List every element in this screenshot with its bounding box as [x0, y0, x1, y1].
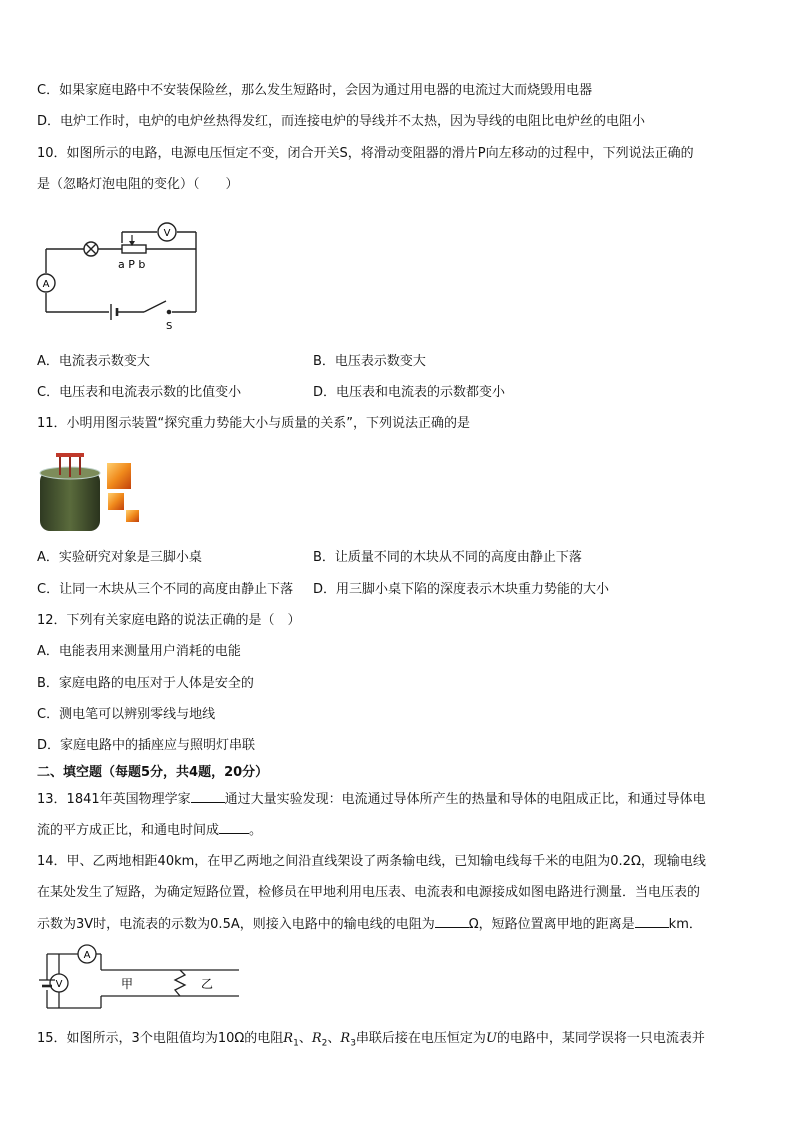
q13-text-part2: 通过大量实验发现：电流通过导体所产生的热量和导体的电阻成正比，和通过导体电 [224, 792, 706, 807]
q14-line3 [37, 915, 702, 934]
q14-voltmeter-label: V [55, 979, 63, 990]
q10-ammeter-label: A [42, 279, 50, 290]
q14-label-yi: 乙 [201, 977, 214, 991]
q15-r1-sub: 1 [293, 1038, 299, 1049]
q13-text-part3: 流的平方成正比，和通电时间成 [37, 823, 220, 838]
q15-r1-symbol: R [283, 1031, 294, 1046]
q14-text-c: km． [668, 917, 702, 932]
q14-ammeter-label: A [83, 950, 91, 961]
q10-option-a: A．电流表示数变大 [37, 354, 150, 369]
q11-apparatus-figure [38, 449, 146, 533]
q15-text-part2: 串联后接在电压恒定为 [355, 1031, 486, 1046]
q11-stem: 11．小明用图示装置“探究重力势能大小与质量的关系”，下列说法正确的是 [37, 416, 471, 431]
q11-option-d: D．用三脚小桌下陷的深度表示木块重力势能的大小 [313, 582, 610, 597]
q15-u-symbol: U [485, 1031, 497, 1046]
q12-stem: 12．下列有关家庭电路的说法正确的是（ ） [37, 613, 301, 628]
q13-text-part4: 。 [249, 823, 263, 838]
q13-blank-scientist[interactable] [191, 790, 225, 803]
q10-circuit-diagram [32, 215, 207, 335]
q15-sep2: 、 [327, 1031, 341, 1046]
q15-text-part1: 15．如图所示，3个电阻值均为10Ω的电阻 [37, 1031, 284, 1046]
q15-text-part3: 的电路中，某同学误将一只电流表并 [496, 1031, 705, 1046]
q11-option-a: A．实验研究对象是三脚小桌 [37, 550, 202, 565]
q14-line2: 在某处发生了短路，为确定短路位置，检修员在甲地利用电压表、电流表和电源接成如图电路进行测量．当电压表的 [37, 885, 701, 900]
q13-line2 [37, 821, 262, 840]
q14-blank-distance[interactable] [635, 915, 669, 928]
q14-blank-resistance[interactable] [435, 915, 469, 928]
q14-text-b: Ω，短路位置离甲地的距离是 [468, 917, 635, 932]
q10-option-d: D．电压表和电流表的示数都变小 [313, 385, 506, 400]
q15-r2-sub: 2 [321, 1038, 328, 1049]
q12-option-b: B．家庭电路的电压对于人体是安全的 [37, 676, 254, 691]
q10-switch-label: S [166, 321, 173, 332]
q15-sep1: 、 [298, 1031, 312, 1046]
q14-line1: 14．甲、乙两地相距40km，在甲乙两地之间沿直线架设了两条输电线，已知输电线每千米的电阻为0.2Ω，现输电线 [37, 854, 706, 869]
q10-option-b: B．电压表示数变大 [313, 354, 426, 369]
q11-option-b: B．让质量不同的木块从不同的高度由静止下落 [313, 550, 582, 565]
q13-text-part1: 13．1841年英国物理学家 [37, 792, 191, 807]
q14-transmission-line-diagram [37, 940, 242, 1018]
q10-slider-labels: a P b [118, 258, 146, 271]
q10-voltmeter-label: V [163, 228, 171, 239]
q9-option-d: D．电炉工作时，电炉的电炉丝热得发红，而连接电炉的导线并不太热，因为导线的电阻比电炉丝的电阻小 [37, 114, 646, 129]
q12-option-d: D．家庭电路中的插座应与照明灯串联 [37, 738, 256, 753]
q11-option-c: C．让同一木块从三个不同的高度由静止下落 [37, 582, 294, 597]
q15-line1 [37, 1030, 705, 1053]
q9-option-c: C．如果家庭电路中不安装保险丝，那么发生短路时，会因为通过用电器的电流过大而烧毁用电器 [37, 83, 593, 98]
q13-blank-time[interactable] [219, 821, 249, 834]
q13-line1 [37, 790, 706, 809]
q15-r3-sub: 3 [350, 1038, 356, 1049]
q15-r3-symbol: R [340, 1031, 351, 1046]
q12-option-c: C．测电笔可以辨别零线与地线 [37, 707, 216, 722]
q10-option-c: C．电压表和电流表示数的比值变小 [37, 385, 242, 400]
q12-option-a: A．电能表用来测量用户消耗的电能 [37, 644, 241, 659]
q14-text-a: 示数为3V时，电流表的示数为0.5A，则接入电路中的输电线的电阻为 [37, 917, 435, 932]
q15-r2-symbol: R [311, 1031, 322, 1046]
q14-label-jia: 甲 [121, 977, 134, 991]
q10-stem-line2: 是（忽略灯泡电阻的变化）（ ） [37, 177, 239, 192]
q10-stem-line1: 10．如图所示的电路，电源电压恒定不变，闭合开关S，将滑动变阻器的滑片P向左移动的过程中，下列说法正确的 [37, 146, 694, 161]
section-heading-fill-in: 二、填空题（每题5分，共4题，20分） [37, 765, 269, 780]
